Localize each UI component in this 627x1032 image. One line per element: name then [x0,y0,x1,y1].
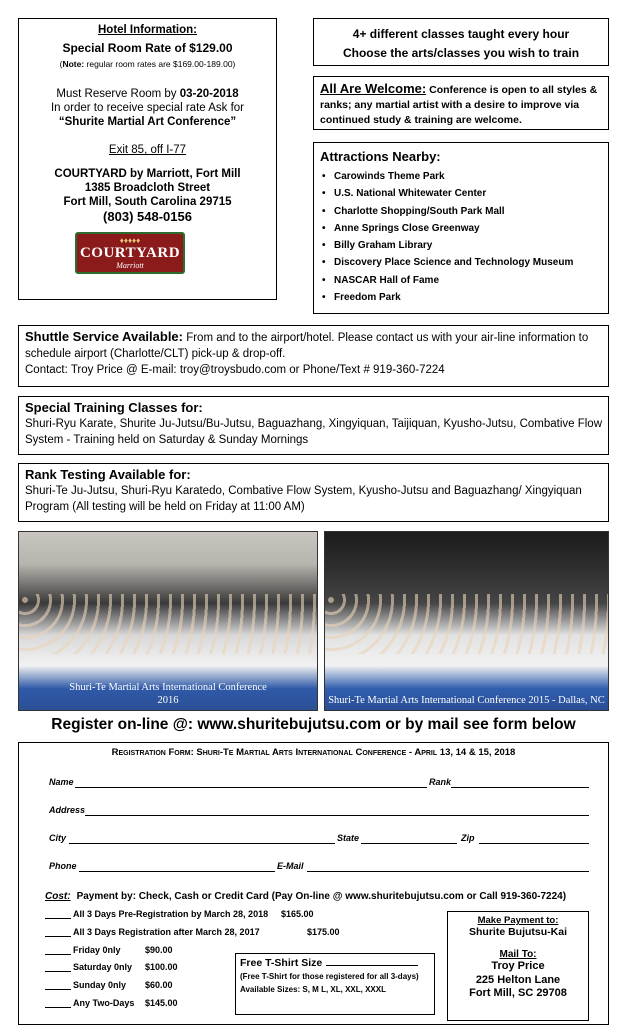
photo1-caption: Shuri-Te Martial Arts International Conference 2016 [69,682,267,706]
rank-head: Rank Testing Available for: [25,467,191,482]
group-photo-2016 [18,531,318,711]
email-label: E-Mail [277,861,304,871]
group-photo-2015 [324,531,609,711]
mail-to-label: Mail To: [499,949,537,960]
list-item: • Freedom Park [320,289,602,306]
zip-label: Zip [461,833,475,843]
hotel-exit: Exit 85, off I-77 [108,144,187,156]
city-field[interactable] [69,843,335,844]
special-classes-box [18,396,609,455]
zip-field[interactable] [479,843,589,844]
name-field[interactable] [75,787,427,788]
phone-field[interactable] [79,871,275,872]
rank-label: Rank [429,777,452,787]
list-item: • Charlotte Shopping/South Park Mall [320,203,602,220]
welcome-text: Conference is open to all styles & ranks; any martial artist with a desire to improve via continued study & training are welcome. [320,84,598,126]
cost-line: Cost: Payment by: Check, Cash or Credit Card (Pay On-line @ www.shuritebujutsu.com or Call 919-360-7224) [45,891,567,902]
address-label: Address [49,805,86,815]
option-two-days[interactable]: Any Two-Days $145.00 [45,998,134,1008]
tshirt-size-field[interactable]: Free T-Shirt Size [240,957,430,969]
email-field[interactable] [307,871,589,872]
registration-form [18,742,609,1025]
state-label: State [337,833,360,843]
option-sunday[interactable]: Sunday 0nly $60.00 [45,980,126,990]
register-online-line[interactable]: Register on-line @: www.shuritebujutsu.com or by mail see form below [51,716,576,733]
shuttle-contact: Contact: Troy Price @ E-mail: troy@troysbudo.com or Phone/Text # 919-360-7224 [25,364,445,376]
list-item: • Billy Graham Library [320,237,602,254]
tshirt-sizes: Available Sizes: S, M L, XL, XXL, XXXL [240,985,386,994]
rank-testing-box [18,463,609,522]
hotel-title: Hotel Information: [97,24,198,36]
city-label: City [49,833,67,843]
welcome-head: All Are Welcome: [320,81,427,96]
address-field[interactable] [85,815,589,816]
hotel-note: (Note: regular room rates are $169.00-189.00) [59,59,236,69]
shuttle-text: From and to the airport/hotel. Please contact us with your air-line information to schedule airport (Charlotte/CLT) pick-up & drop-off. [25,332,589,360]
reserve-info: Must Reserve Room by 03-20-2018 In order to receive special rate Ask for “Shurite Martial Art Conference” [50,88,245,128]
classes-box [313,18,609,66]
list-item: • U.S. National Whitewater Center [320,185,602,202]
hotel-phone: (803) 548-0156 [103,209,192,224]
list-item: • Carowinds Theme Park [320,168,602,185]
tshirt-note: (Free T-Shirt for those registered for all 3-days) [240,972,419,981]
attractions-list [320,168,602,306]
payment-box [447,911,589,1021]
list-item: • NASCAR Hall of Fame [320,272,602,289]
hotel-address: COURTYARD by Marriott, Fort Mill 1385 Broadcloth Street Fort Mill, South Carolina 29715 [54,168,241,208]
phone-label: Phone [49,861,77,871]
tshirt-box [235,953,435,1015]
crown-icon: ♦♦♦♦♦ [119,236,141,245]
hotel-rate: Special Room Rate of $129.00 [62,41,233,55]
attractions-box [313,142,609,314]
option-saturday[interactable]: Saturday 0nly $100.00 [45,962,132,972]
rank-field[interactable] [451,787,589,788]
state-field[interactable] [361,843,457,844]
courtyard-logo: ♦♦♦♦♦ COURTYARD Marriott [75,232,185,274]
name-label: Name [49,777,74,787]
attractions-head: Attractions Nearby: [320,149,441,164]
shuttle-head: Shuttle Service Available: [25,329,183,344]
special-head: Special Training Classes for: [25,400,203,415]
option-friday[interactable]: Friday 0nly $90.00 [45,945,121,955]
shuttle-box [18,325,609,387]
rank-text: Shuri-Te Ju-Jutsu, Shuri-Ryu Karatedo, Combative Flow System, Kyusho-Jutsu and Baguazhang/ Xingyiquan Program (All testing will be held on Friday at 11:00 AM) [25,485,582,513]
special-text: Shuri-Ryu Karate, Shurite Ju-Jutsu/Bu-Jutsu, Baguazhang, Xingyiquan, Taijiquan, Kyusho-Jutsu, Combative Flow System - Training held on Saturday & Sunday Mornings [25,418,603,446]
list-item: • Anne Springs Close Greenway [320,220,602,237]
classes-line1: 4+ different classes taught every hour [352,27,570,41]
pay-to-label: Make Payment to: [477,915,559,926]
photo2-caption: Shuri-Te Martial Arts International Conference 2015 - Dallas, NC [328,695,605,706]
option-pre-registration[interactable]: All 3 Days Pre-Registration by March 28, 2018 $165.00 [45,909,268,919]
mail-address: Troy Price 225 Helton Lane Fort Mill, SC 29708 [469,960,567,999]
pay-to: Shurite Bujutsu-Kai [468,926,567,938]
option-late-registration[interactable]: All 3 Days Registration after March 28, 2017 $175.00 [45,927,260,937]
list-item: • Discovery Place Science and Technology Museum [320,254,602,271]
classes-line2: Choose the arts/classes you wish to train [342,46,580,60]
form-title: Registration Form: Shuri-Te Martial Arts International Conference - April 13, 14 & 15, 2018 [111,747,516,758]
welcome-box [313,76,609,130]
